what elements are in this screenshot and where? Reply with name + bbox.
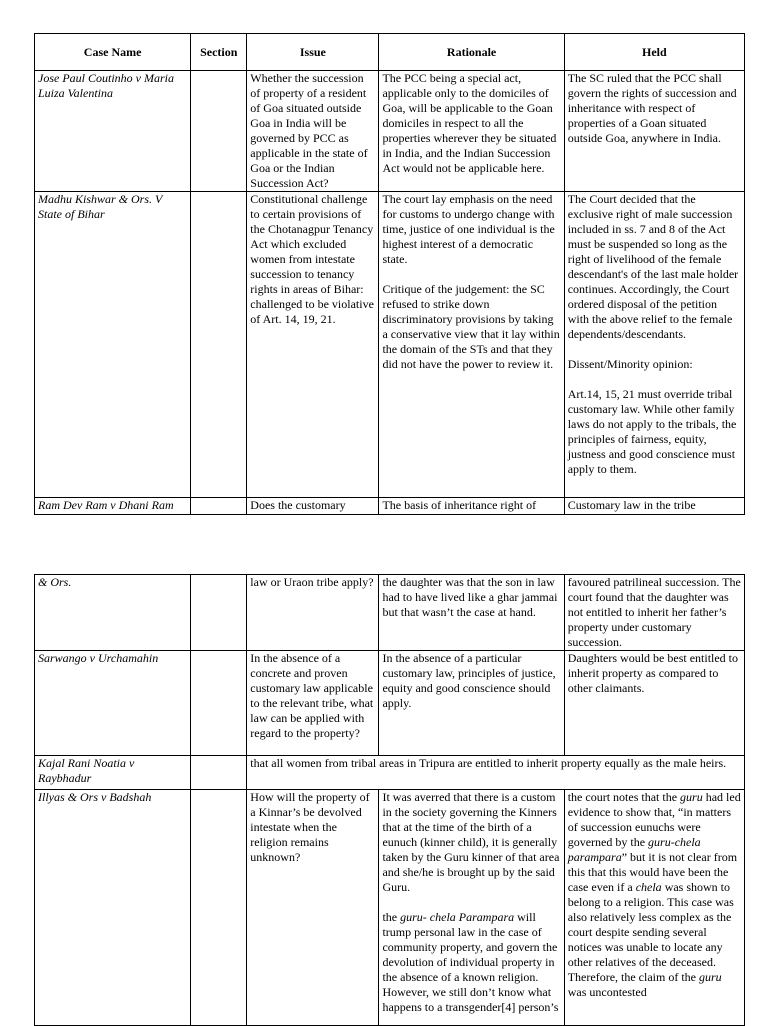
case-name-cell: Ram Dev Ram v Dhani Ram: [35, 498, 191, 515]
section-cell: [191, 498, 247, 515]
rationale-cell: The basis of inheritance right of: [379, 498, 564, 515]
header-case-name: Case Name: [35, 34, 191, 71]
table-row: [35, 790, 745, 1026]
table-row: [35, 651, 745, 756]
table-row: [35, 756, 745, 790]
text-run: will trump personal law in the case of community property, and govern the devolution of individual property in the absence of a known religion. However, we still don’t know what happens to a transgender[4] person’s: [382, 910, 559, 1014]
header-rationale: Rationale: [379, 34, 564, 71]
section-cell: [191, 651, 247, 756]
section-cell: [191, 71, 247, 192]
held-cell: Daughters would be best entitled to inherit property as compared to other claimants.: [564, 651, 744, 756]
issue-cell: Whether the succession of property of a resident of Goa situated outside Goa in India will be governed by PCC as applicable in the state of Goa or the Indian Succession Act?: [247, 71, 379, 192]
case-table-bottom: [34, 574, 745, 1026]
text-run: ” but it is not clear from this that this would have been the case even if a: [567, 850, 738, 894]
held-cell: [564, 790, 744, 1026]
issue-cell: Constitutional challenge to certain provisions of the Chotanagpur Tenancy Act which excluded women from intestate succession to tenancy rights in areas of Bihar: challenged to be violative of Art. 14, 19, 21.: [247, 192, 379, 498]
rationale-cell: [379, 192, 564, 498]
rationale-paragraph: Critique of the judgement: the SC refused to strike down discriminatory provisions by taking a conservative view that it lay within the domain of the STs and that they did not have the power to review it.: [382, 282, 560, 371]
held-paragraph: Art.14, 15, 21 must override tribal customary law. While other family laws do not apply to the tribals, the principles of fairness, equity, justness and good conscience must apply to them.: [567, 387, 737, 476]
table-row: [35, 498, 745, 515]
table-row: [35, 192, 745, 498]
section-cell: [191, 756, 247, 790]
header-held: Held: [564, 34, 744, 71]
issue-cell: How will the property of a Kinnar’s be devolved intestate when the religion remains unknown?: [247, 790, 379, 1026]
rationale-cell: the daughter was that the son in law had to have lived like a ghar jammai but that wasn’t the case at hand.: [379, 575, 564, 651]
issue-cell: law or Uraon tribe apply?: [247, 575, 379, 651]
held-cell: favoured patrilineal succession. The court found that the daughter was not entitled to inherit her father’s property under customary succession.: [564, 575, 744, 651]
case-name-cell: & Ors.: [35, 575, 191, 651]
section-cell: [191, 790, 247, 1026]
held-paragraph: [568, 790, 741, 1000]
table-row: [35, 71, 745, 192]
case-name-cell: Illyas & Ors v Badshah: [35, 790, 191, 1026]
text-run: had led evidence to show that, “in matters of succession eunuchs were governed by the: [567, 790, 741, 849]
rationale-cell: In the absence of a particular customary law, principles of justice, equity and good conscience should apply.: [379, 651, 564, 756]
text-run: was shown to belong to a religion. This case was also relatively less complex as the court despite sending several notices was unable to locate any other relatives of the deceased. Therefore, the claim of the: [567, 880, 734, 984]
header-section: Section: [191, 34, 247, 71]
text-run: the court notes that the: [567, 790, 681, 804]
held-cell: Customary law in the tribe: [564, 498, 744, 515]
held-cell: [564, 192, 744, 498]
text-run: the: [382, 910, 401, 924]
rationale-cell: The PCC being a special act, applicable only to the domiciles of Goa, will be applicable to the Goan domiciles in respect to all the properties wherever they be situated in India, and the Indian Succession Act would not be applicable here.: [379, 71, 564, 192]
case-table-top: [34, 33, 745, 515]
table-row: [35, 575, 745, 651]
emphasis-text: chela: [635, 880, 662, 894]
emphasis-text: guru: [680, 790, 703, 804]
held-cell: The SC ruled that the PCC shall govern the rights of succession and inheritance with respect of properties of a Goan situated outside Goa, anywhere in India.: [564, 71, 744, 192]
held-paragraph: Dissent/Minority opinion:: [567, 357, 693, 371]
merged-held-cell: that all women from tribal areas in Tripura are entitled to inherit property equally as the male heirs.: [247, 756, 745, 790]
section-cell: [191, 192, 247, 498]
emphasis-text: guru-chela parampara: [567, 835, 701, 864]
text-run: was uncontested: [567, 985, 647, 999]
rationale-paragraph: [382, 910, 560, 1015]
emphasis-text: guru- chela Parampara: [400, 910, 515, 924]
case-name-cell: Madhu Kishwar & Ors. V State of Bihar: [35, 192, 191, 498]
rationale-paragraph: It was averred that there is a custom in the society governing the Kinners that at the time of the birth of a eunuch (kinner child), it is generally taken by the Guru kinner of that area and she/he is brought up by the said Guru.: [382, 790, 560, 894]
case-name-cell: Jose Paul Coutinho v Maria Luiza Valentina: [35, 71, 191, 192]
section-cell: [191, 575, 247, 651]
rationale-paragraph: The court lay emphasis on the need for customs to undergo change with time, justice of one individual is the highest interest of a democratic state.: [382, 192, 555, 266]
issue-cell: In the absence of a concrete and proven customary law applicable to the relevant tribe, what law can be applied with regard to the property?: [247, 651, 379, 756]
case-name-cell: Kajal Rani Noatia v Raybhadur: [35, 756, 191, 790]
rationale-cell: [379, 790, 564, 1026]
issue-cell: Does the customary: [247, 498, 379, 515]
held-paragraph: The Court decided that the exclusive right of male succession included in ss. 7 and 8 of the Act must be suspended so long as the right of livelihood of the female descendant's of the last male holder continues. Accordingly, the Court ordered disposal of the petition with the above relief to the female dependents/descendants.: [567, 192, 739, 341]
emphasis-text: guru: [699, 970, 722, 984]
case-name-cell: Sarwango v Urchamahin: [35, 651, 191, 756]
header-issue: Issue: [247, 34, 379, 71]
header-row: [35, 34, 745, 71]
